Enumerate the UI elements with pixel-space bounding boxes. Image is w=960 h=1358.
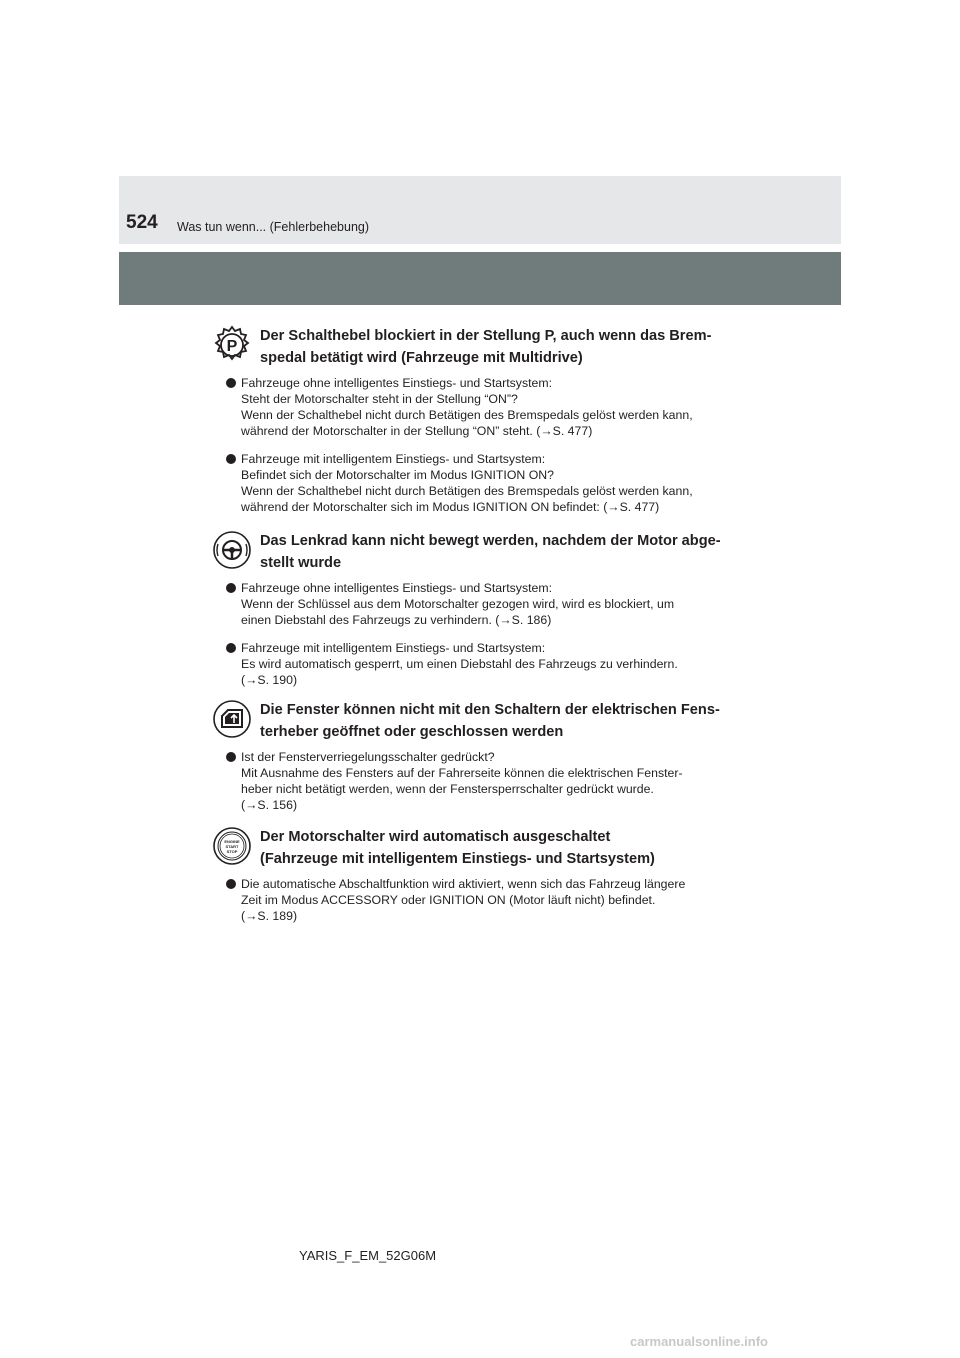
power-window-icon bbox=[212, 699, 252, 739]
section-shift-lever bbox=[212, 325, 746, 515]
bullet-icon bbox=[226, 378, 236, 388]
list-item: Die automatische Abschaltfunktion wird aktiviert, wenn sich das Fahrzeug längere Zeit im Modus ACCESSORY oder IGNITION ON (Motor läuft nicht) befindet. (→S. 189) bbox=[226, 876, 746, 924]
svg-text:P: P bbox=[226, 338, 238, 355]
bullet-icon bbox=[226, 454, 236, 464]
section-heading bbox=[212, 530, 746, 580]
bullet-icon bbox=[226, 643, 236, 653]
list-item: Fahrzeuge ohne intelligentes Einstiegs- und Startsystem: Steht der Motorschalter steht in der Stellung “ON”? Wenn der Schalthebel nicht durch Betätigen des Bremspedals gelöst werden kann, während der Motorschalter in der Stellung “ON” steht. (→S. 477) bbox=[226, 375, 746, 439]
list-item: Fahrzeuge mit intelligentem Einstiegs- und Startsystem: Befindet sich der Motorschalter im Modus IGNITION ON? Wenn der Schalthebel nicht durch Betätigen des Bremspedals gelöst werden kann, während der Motorschalter sich im Modus IGNITION ON befindet: (→S. 477) bbox=[226, 451, 746, 515]
section-heading-text: Der Motorschalter wird automatisch ausgeschaltet (Fahrzeuge mit intelligentem Einstiegs- und Startsystem) bbox=[260, 829, 655, 867]
section-heading bbox=[212, 325, 746, 375]
steering-wheel-icon bbox=[212, 530, 252, 570]
document-code: YARIS_F_EM_52G06M bbox=[299, 1248, 437, 1263]
section-heading-text: Das Lenkrad kann nicht bewegt werden, nachdem der Motor abge- stellt wurde bbox=[260, 533, 721, 571]
section-heading-text: Der Schalthebel blockiert in der Stellung P, auch wenn das Brem- spedal betätigt wird (Fahrzeuge mit Multidrive) bbox=[260, 328, 712, 366]
svg-text:START: START bbox=[225, 844, 239, 849]
engine-start-stop-icon bbox=[212, 826, 252, 866]
bullet-icon bbox=[226, 879, 236, 889]
svg-text:ENGINE: ENGINE bbox=[224, 839, 240, 844]
chapter-band bbox=[119, 252, 841, 305]
section-heading bbox=[212, 826, 746, 876]
section-title: Was tun wenn... (Fehlerbehebung) bbox=[177, 220, 370, 234]
bullet-icon bbox=[226, 752, 236, 762]
list-item: Fahrzeuge mit intelligentem Einstiegs- und Startsystem: Es wird automatisch gesperrt, um einen Diebstahl des Fahrzeugs zu verhindern. (→S. 190) bbox=[226, 640, 746, 688]
watermark: carmanualsonline.info bbox=[630, 1334, 768, 1349]
section-heading-text: Die Fenster können nicht mit den Schaltern der elektrischen Fens- terheber geöffnet oder geschlossen werden bbox=[260, 702, 720, 740]
bullet-icon bbox=[226, 583, 236, 593]
park-gear-icon bbox=[212, 325, 252, 365]
section-engine-switch bbox=[212, 826, 746, 924]
list-item: Ist der Fensterverriegelungsschalter gedrückt? Mit Ausnahme des Fensters auf der Fahrerseite können die elektrischen Fenster- heber nicht betätigt werden, wenn der Fenstersperrschalter gedrückt wurde. (→S. 156) bbox=[226, 749, 746, 813]
svg-text:STOP: STOP bbox=[226, 849, 238, 854]
section-heading bbox=[212, 699, 746, 749]
page-number: 524 bbox=[126, 212, 158, 233]
section-steering-wheel bbox=[212, 530, 746, 688]
section-power-windows bbox=[212, 699, 746, 813]
list-item: Fahrzeuge ohne intelligentes Einstiegs- und Startsystem: Wenn der Schlüssel aus dem Motorschalter gezogen wird, wird es blockiert, um einen Diebstahl des Fahrzeugs zu verhindern. (→S. 186) bbox=[226, 580, 746, 628]
